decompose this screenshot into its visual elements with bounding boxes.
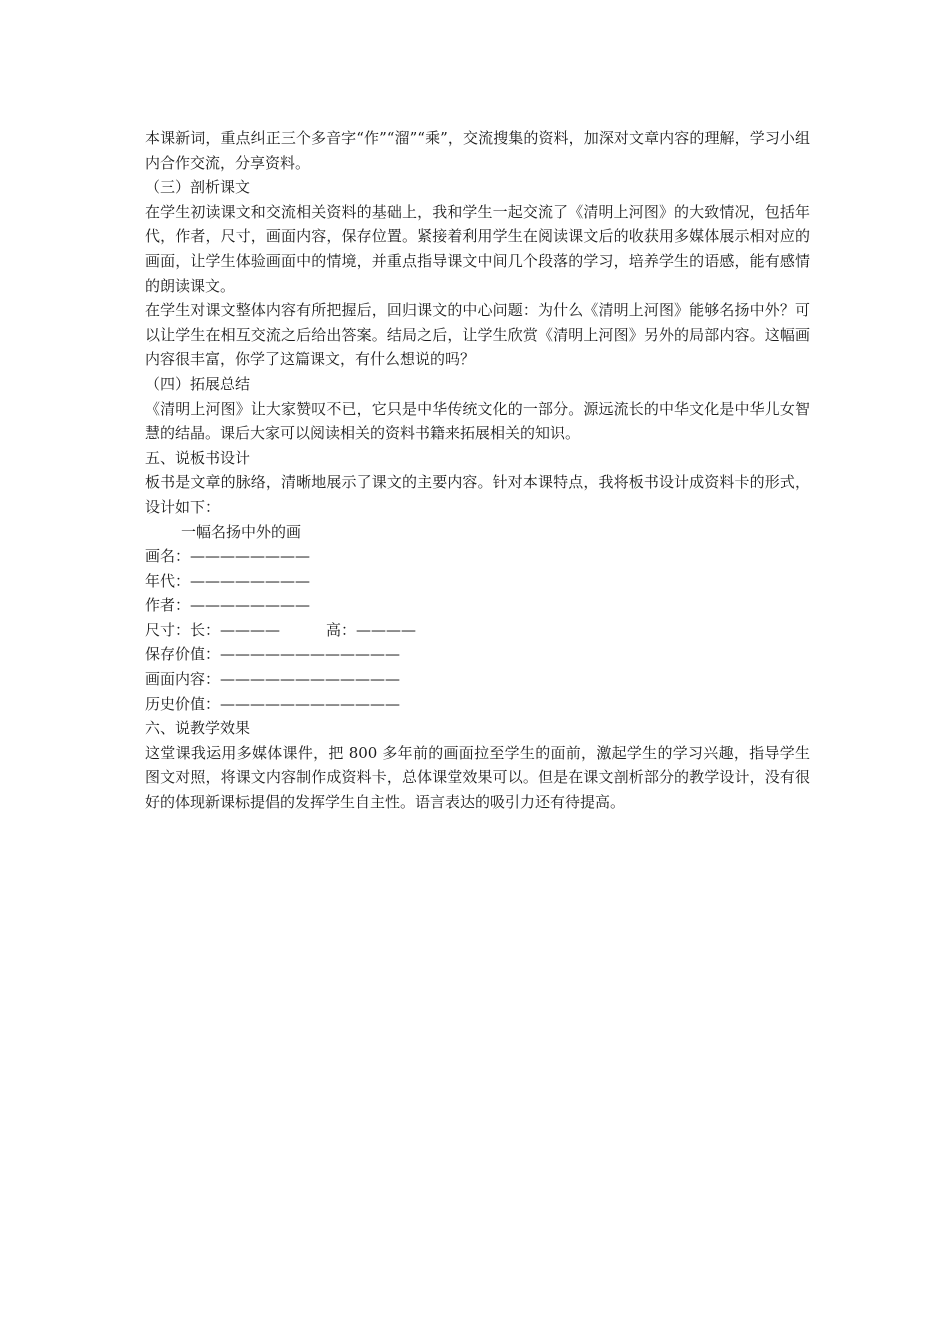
card-field-era: 年代：———————— (145, 571, 311, 590)
card-field-size-length: 尺寸：长：———— (145, 620, 281, 639)
heading-teaching-effect: 六、说教学效果 (145, 719, 251, 738)
paragraph-analysis: 在学生初读课文和交流相关资料的基础上，我和学生一起交流了《清明上河图》的大致情况，包括年代，作者，尺寸，画面内容，保存位置。紧接着利用学生在阅读课文后的收获用多媒体展示相对应的画面，让学生体验画面中的情境，并重点指导课文中间几个段落的学习，培养学生的语感，能有感情的朗读课文。 (145, 202, 810, 295)
paragraph-teaching-effect: 这堂课我运用多媒体课件，把 800 多年前的画面拉至学生的面前，激起学生的学习兴趣，指导学生图文对照，将课文内容制作成资料卡，总体课堂效果可以。但是在课文剖析部分的教学设计，没有很好的体现新课标提倡的发挥学生自主性。语言表达的吸引力还有待提高。 (145, 743, 810, 812)
card-field-location: 保存价值：———————————— (145, 645, 401, 664)
paragraph-new-words: 本课新词，重点纠正三个多音字“作”“溜”“乘”，交流搜集的资料，加深对文章内容的理解，学习小组内合作交流，分享资料。 (145, 129, 810, 172)
paragraph-extension: 《清明上河图》让大家赞叹不已，它只是中华传统文化的一部分。源远流长的中华文化是中华儿女智慧的结晶。课后大家可以阅读相关的资料书籍来拓展相关的知识。 (145, 399, 810, 443)
paragraph-blackboard: 板书是文章的脉络，清晰地展示了课文的主要内容。针对本课特点，我将板书设计成资料卡的形式，设计如下： (145, 473, 810, 516)
heading-blackboard-design: 五、说板书设计 (145, 448, 251, 467)
card-field-name: 画名：———————— (145, 547, 311, 566)
card-field-author: 作者：———————— (145, 596, 311, 615)
info-card (145, 520, 810, 717)
document-page (145, 126, 810, 815)
heading-analyze-text: （三）剖析课文 (145, 178, 251, 197)
heading-extension-summary: （四）拓展总结 (145, 374, 251, 393)
card-field-size (145, 618, 810, 643)
paragraph-central-question: 在学生对课文整体内容有所把握后，回归课文的中心问题：为什么《清明上河图》能够名扬中外？可以让学生在相互交流之后给出答案。结局之后，让学生欣赏《清明上河图》另外的局部内容。这幅画内容很丰富，你学了这篇课文，有什么想说的吗？ (145, 301, 810, 369)
card-field-size-height: 高：———— (326, 620, 417, 639)
card-field-content: 画面内容：———————————— (145, 670, 401, 689)
card-field-history: 历史价值：———————————— (145, 694, 401, 713)
card-title: 一幅名扬中外的画 (181, 522, 302, 541)
